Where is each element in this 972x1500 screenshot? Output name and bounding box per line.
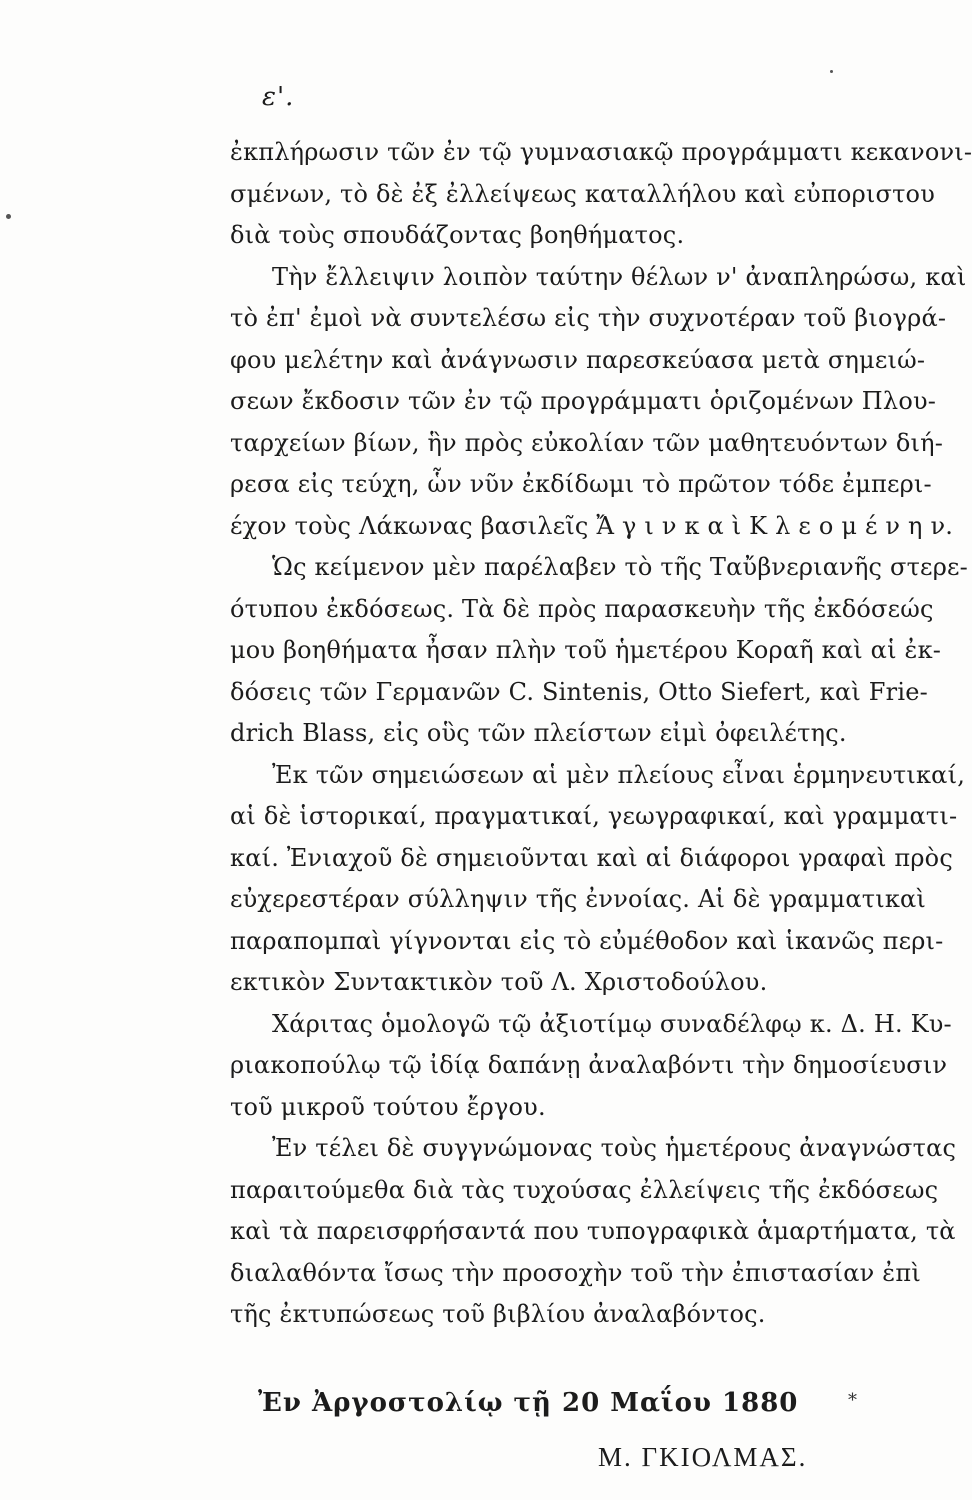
paper-speck xyxy=(6,214,11,219)
text-line: σμένων, τὸ δὲ ἐξ ἐλλείψεως καταλλήλου καὶ εὐποριστου xyxy=(230,179,935,208)
text-line: εὐχερεστέραν σύλληψιν τῆς ἐννοίας. Αἱ δὲ γραμματικαὶ xyxy=(230,885,927,913)
text-line: δόσεις τῶν Γερμανῶν C. Sintenis, Otto Siefert, καὶ Frie- xyxy=(230,677,928,706)
text-line: Τὴν ἔλλειψιν λοιπὸν ταύτην θέλων ν' ἀναπληρώσω, καὶ xyxy=(272,262,967,291)
text-line: τοῦ μικροῦ τούτου ἔργου. xyxy=(230,1092,546,1121)
preface-body xyxy=(230,132,972,1336)
text-line: ταρχείων βίων, ἣν πρὸς εὐκολίαν τῶν μαθητευόντων διή- xyxy=(230,428,944,457)
text-line: ρεσα εἰς τεύχη, ὧν νῦν ἐκδίδωμι τὸ πρῶτον τόδε ἐμπερι- xyxy=(230,470,932,498)
author-signature: Μ. ΓΚΙΟΛΜΑΣ. xyxy=(598,1442,808,1472)
text-line: καί. Ἐνιαχοῦ δὲ σημειοῦνται καὶ αἱ διάφοροι γραφαὶ πρὸς xyxy=(230,843,953,872)
text-line: drich Blass, εἰς οὓς τῶν πλείστων εἰμὶ ὀφειλέτης. xyxy=(230,719,847,747)
dateline: Ἐν Ἀργοστολίῳ τῇ 20 Μαΐου 1880 xyxy=(258,1388,799,1418)
text-line: έχον τοὺς Λάκωνας βασιλεῖς Ἄ γ ι ν κ α ὶ Κ λ ε ο μ έ ν η ν. xyxy=(230,511,954,540)
text-line: διαλαθόντα ἴσως τὴν προσοχὴν τοῦ τὴν ἐπιστασίαν ἐπὶ xyxy=(230,1258,921,1287)
text-line: τὸ ἐπ' ἐμοὶ νὰ συντελέσω εἰς τὴν συχνοτέραν τοῦ βιογρά- xyxy=(230,304,947,332)
text-line: αἱ δὲ ἱστορικαί, πραγματικαί, γεωγραφικαί, καὶ γραμματι- xyxy=(230,802,958,830)
text-line: μου βοηθήματα ἦσαν πλὴν τοῦ ἡμετέρου Κοραῆ καὶ αἱ ἐκ- xyxy=(230,636,942,664)
text-line: Ἐκ τῶν σημειώσεων αἱ μὲν πλείους εἶναι ἑρμηνευτικαί, xyxy=(272,760,966,789)
text-line: Ἐν τέλει δὲ συγγνώμονας τοὺς ἡμετέρους ἀναγνώστας xyxy=(272,1134,957,1162)
text-line: παραιτούμεθα διὰ τὰς τυχούσας ἐλλείψεις τῆς ἐκδόσεως xyxy=(230,1175,939,1204)
text-line: Χάριτας ὁμολογῶ τῷ ἀξιοτίμῳ συναδέλφῳ κ. Δ. Η. Κυ- xyxy=(272,1009,952,1038)
page-number: ε'. xyxy=(262,82,295,112)
paper-speck xyxy=(830,70,833,73)
print-mark: * xyxy=(848,1390,857,1411)
text-line: ότυπου ἐκδόσεως. Τὰ δὲ πρὸς παρασκευὴν τῆς ἐκδόσεώς xyxy=(230,594,934,623)
text-line: διὰ τοὺς σπουδάζοντας βοηθήματος. xyxy=(230,221,685,249)
text-line: ριακοπούλῳ τῷ ἰδίᾳ δαπάνῃ ἀναλαβόντι τὴν δημοσίευσιν xyxy=(230,1051,948,1079)
text-line: εκτικὸν Συντακτικὸν τοῦ Λ. Χριστοδούλου. xyxy=(230,968,768,996)
text-line: φου μελέτην καὶ ἀνάγνωσιν παρεσκεύασα μετὰ σημειώ- xyxy=(230,345,926,374)
text-line: τῆς ἐκτυπώσεως τοῦ βιβλίου ἀναλαβόντος. xyxy=(230,1300,766,1328)
text-line: σεων ἔκδοσιν τῶν ἐν τῷ προγράμματι ὁριζομένων Πλου- xyxy=(230,387,937,415)
text-line: παραπομπαὶ γίγνονται εἰς τὸ εὐμέθοδον καὶ ἱκανῶς περι- xyxy=(230,926,944,955)
text-line: Ὡς κείμενον μὲν παρέλαβεν τὸ τῆς Ταὔβνεριανῆς στερε- xyxy=(272,553,968,581)
text-line: ἐκπλήρωσιν τῶν ἐν τῷ γυμνασιακῷ προγράμματι κεκανονι- xyxy=(230,138,972,166)
text-line: καὶ τὰ παρεισφρήσαντά που τυπογραφικὰ ἁμαρτήματα, τὰ xyxy=(230,1217,956,1245)
